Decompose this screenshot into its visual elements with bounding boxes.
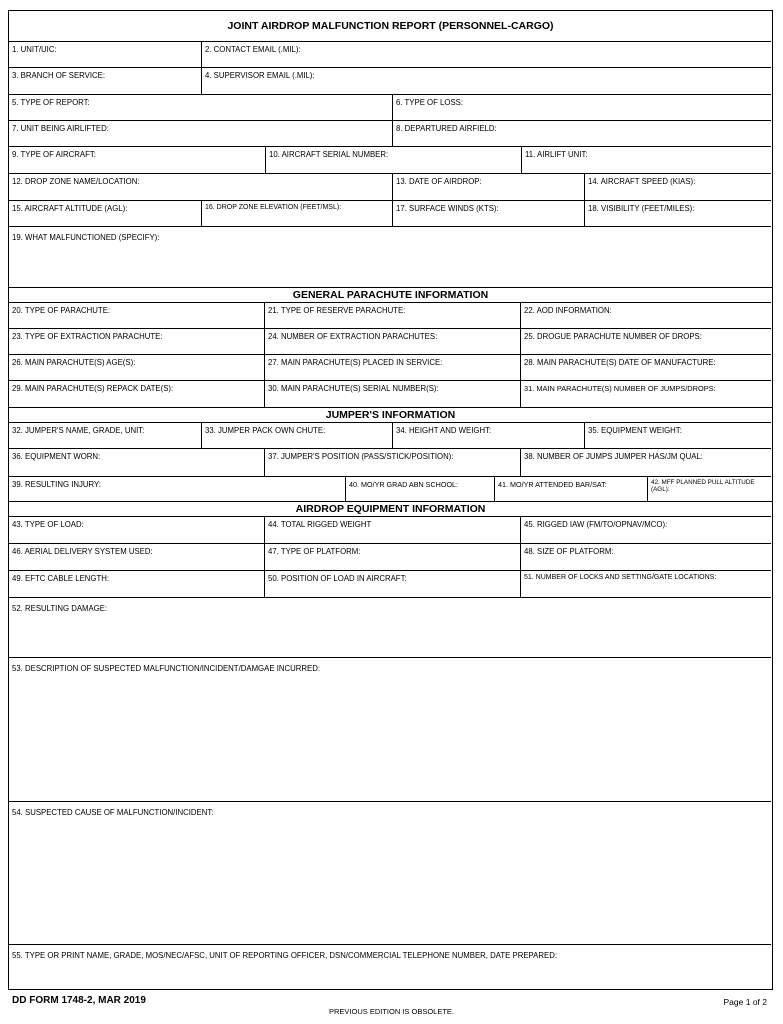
field-aircraft-speed[interactable]: 14. AIRCRAFT SPEED (KIAS): xyxy=(584,173,771,200)
field-type-of-platform[interactable]: 47. TYPE OF PLATFORM: xyxy=(264,543,520,570)
field-aod-information[interactable]: 22. AOD INFORMATION: xyxy=(520,302,771,328)
field-size-of-platform[interactable]: 48. SIZE OF PLATFORM: xyxy=(520,543,771,570)
field-drop-zone-elevation[interactable]: 16. DROP ZONE ELEVATION (FEET/MSL): xyxy=(201,200,392,226)
field-main-parachute-placed-in-service[interactable]: 27. MAIN PARACHUTE(S) PLACED IN SERVICE: xyxy=(264,354,520,380)
field-equipment-worn[interactable]: 36. EQUIPMENT WORN: xyxy=(9,448,264,476)
form-number: DD FORM 1748-2, MAR 2019 xyxy=(12,995,146,1006)
field-malfunction-description[interactable]: 53. DESCRIPTION OF SUSPECTED MALFUNCTION/INCIDENT/DAMGAE INCURRED: xyxy=(9,657,771,801)
field-aircraft-serial-number[interactable]: 10. AIRCRAFT SERIAL NUMBER: xyxy=(265,146,521,173)
field-resulting-injury[interactable]: 39. RESULTING INJURY: xyxy=(9,476,345,501)
field-type-of-report[interactable]: 5. TYPE OF REPORT: xyxy=(9,94,392,120)
field-locks-and-gates[interactable]: 51. NUMBER OF LOCKS AND SETTING/GATE LOCATIONS: xyxy=(520,570,771,597)
field-type-of-parachute[interactable]: 20. TYPE OF PARACHUTE: xyxy=(9,302,264,328)
field-supervisor-email[interactable]: 4. SUPERVISOR EMAIL (.MIL): xyxy=(201,67,771,94)
field-total-rigged-weight[interactable]: 44. TOTAL RIGGED WEIGHT xyxy=(264,516,520,543)
field-reporting-officer[interactable]: 55. TYPE OR PRINT NAME, GRADE, MOS/NEC/AFSC, UNIT OF REPORTING OFFICER, DSN/COMMERCIAL TELEPHONE NUMBER, DATE PREPARED: xyxy=(9,944,771,988)
field-eftc-cable-length[interactable]: 49. EFTC CABLE LENGTH: xyxy=(9,570,264,597)
field-what-malfunctioned[interactable]: 19. WHAT MALFUNCTIONED (SPECIFY): xyxy=(9,226,771,287)
field-main-parachute-serial[interactable]: 30. MAIN PARACHUTE(S) SERIAL NUMBER(S): xyxy=(264,380,520,407)
field-extraction-parachute-count[interactable]: 24. NUMBER OF EXTRACTION PARACHUTES: xyxy=(264,328,520,354)
field-grad-abn-school[interactable]: 40. MO/YR GRAD ABN SCHOOL: xyxy=(345,476,494,501)
field-height-weight[interactable]: 34. HEIGHT AND WEIGHT: xyxy=(392,422,584,448)
field-contact-email[interactable]: 2. CONTACT EMAIL (.MIL): xyxy=(201,41,771,67)
field-jumper-name[interactable]: 32. JUMPER'S NAME, GRADE, UNIT: xyxy=(9,422,201,448)
field-mff-pull-altitude[interactable]: 42. MFF PLANNED PULL ALTITUDE (AGL): xyxy=(647,476,771,501)
field-main-parachute-age[interactable]: 26. MAIN PARACHUTE(S) AGE(S): xyxy=(9,354,264,380)
field-type-of-aircraft[interactable]: 9. TYPE OF AIRCRAFT: xyxy=(9,146,265,173)
field-departured-airfield[interactable]: 8. DEPARTURED AIRFIELD: xyxy=(392,120,771,146)
report-form xyxy=(8,10,773,990)
section-airdrop-equipment: AIRDROP EQUIPMENT INFORMATION xyxy=(9,501,772,517)
form-title: JOINT AIRDROP MALFUNCTION REPORT (PERSONNEL-CARGO) xyxy=(227,20,554,32)
field-attended-bar-sat[interactable]: 41. MO/YR ATTENDED BAR/SAT: xyxy=(494,476,647,501)
field-unit-being-airlifted[interactable]: 7. UNIT BEING AIRLIFTED: xyxy=(9,120,392,146)
field-jumper-position[interactable]: 37. JUMPER'S POSITION (PASS/STICK/POSITION): xyxy=(264,448,520,476)
field-aircraft-altitude[interactable]: 15. AIRCRAFT ALTITUDE (AGL): xyxy=(9,200,201,226)
section-general-parachute: GENERAL PARACHUTE INFORMATION xyxy=(9,287,772,303)
section-jumpers-information: JUMPER'S INFORMATION xyxy=(9,407,772,423)
page-indicator: Page 1 of 2 xyxy=(723,997,767,1007)
field-drogue-drops[interactable]: 25. DROGUE PARACHUTE NUMBER OF DROPS: xyxy=(520,328,771,354)
field-visibility[interactable]: 18. VISIBILITY (FEET/MILES): xyxy=(584,200,771,226)
field-main-parachute-manufacture-date[interactable]: 28. MAIN PARACHUTE(S) DATE OF MANUFACTURE: xyxy=(520,354,771,380)
field-branch-of-service[interactable]: 3. BRANCH OF SERVICE: xyxy=(9,67,201,94)
field-equipment-weight[interactable]: 35. EQUIPMENT WEIGHT: xyxy=(584,422,771,448)
field-rigged-iaw[interactable]: 45. RIGGED IAW (FM/TO/OPNAV/MCO): xyxy=(520,516,771,543)
field-surface-winds[interactable]: 17. SURFACE WINDS (KTS): xyxy=(392,200,584,226)
field-resulting-damage[interactable]: 52. RESULTING DAMAGE: xyxy=(9,597,771,657)
field-extraction-parachute-type[interactable]: 23. TYPE OF EXTRACTION PARACHUTE: xyxy=(9,328,264,354)
field-jumper-pack-own-chute[interactable]: 33. JUMPER PACK OWN CHUTE: xyxy=(201,422,392,448)
field-type-of-loss[interactable]: 6. TYPE OF LOSS: xyxy=(392,94,771,120)
field-main-parachute-jumps[interactable]: 31. MAIN PARACHUTE(S) NUMBER OF JUMPS/DROPS: xyxy=(520,380,771,407)
field-aerial-delivery-system[interactable]: 46. AERIAL DELIVERY SYSTEM USED: xyxy=(9,543,264,570)
field-type-of-load[interactable]: 43. TYPE OF LOAD: xyxy=(9,516,264,543)
field-date-of-airdrop[interactable]: 13. DATE OF AIRDROP: xyxy=(392,173,584,200)
field-suspected-cause[interactable]: 54. SUSPECTED CAUSE OF MALFUNCTION/INCIDENT: xyxy=(9,801,771,944)
field-type-of-reserve-parachute[interactable]: 21. TYPE OF RESERVE PARACHUTE: xyxy=(264,302,520,328)
field-unit-uic[interactable]: 1. UNIT/UIC: xyxy=(9,41,201,67)
field-main-parachute-repack-date[interactable]: 29. MAIN PARACHUTE(S) REPACK DATE(S): xyxy=(9,380,264,407)
field-airlift-unit[interactable]: 11. AIRLIFT UNIT: xyxy=(521,146,771,173)
field-load-position[interactable]: 50. POSITION OF LOAD IN AIRCRAFT: xyxy=(264,570,520,597)
field-number-of-jumps[interactable]: 38. NUMBER OF JUMPS JUMPER HAS/JM QUAL: xyxy=(520,448,771,476)
field-drop-zone-name[interactable]: 12. DROP ZONE NAME/LOCATION: xyxy=(9,173,392,200)
obsolete-notice: PREVIOUS EDITION IS OBSOLETE. xyxy=(328,1007,455,1016)
